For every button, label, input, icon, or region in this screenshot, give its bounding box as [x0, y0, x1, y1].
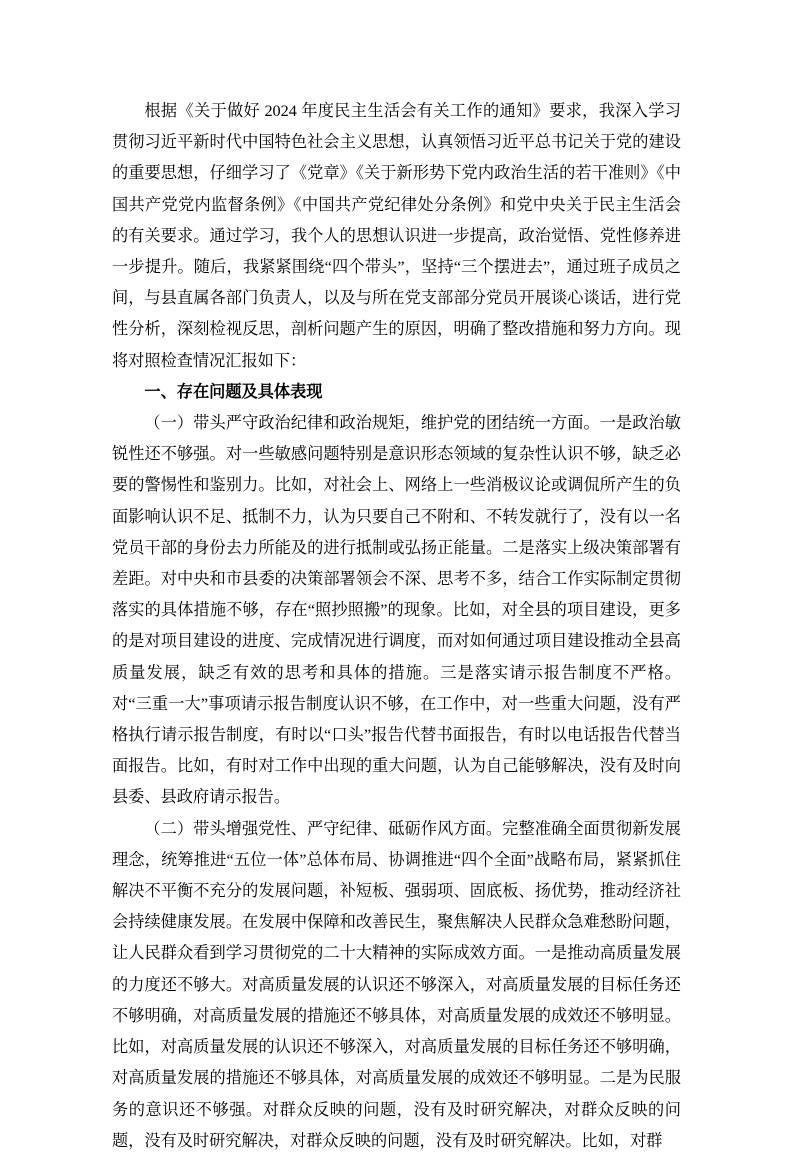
paragraph-item-two: （二）带头增强党性、严守纪律、砥砺作风方面。完整准确全面贯彻新发展理念，统筹推进“五位一体”总体布局、协调推进“四个全面”战略布局，紧紧抓住解决不平衡不充分的发展问题，补短板、强弱项、固底板、扬优势，推动经济社会持续健康发展。在发展中保障和改善民生，聚焦解决人民群众急难愁盼问题，让人民群众看到学习贯彻党的二十大精神的实际成效方面。一是推动高质量发展的力度还不够大。对高质量发展的认识还不够深入，对高质量发展的目标任务还不够明确，对高质量发展的措施还不够具体，对高质量发展的成效还不够明显。比如，对高质量发展的认识还不够深入，对高质量发展的目标任务还不够明确，对高质量发展的措施还不够具体，对高质量发展的成效还不够明显。二是为民服务的意识还不够强。对群众反映的问题，没有及时研究解决，对群众反映的问题，没有及时研究解决，对群众反映的问题，没有及时研究解决。比如，对群	[112, 819, 681, 1150]
document-body	[112, 96, 681, 1157]
paragraph-intro: 根据《关于做好 2024 年度民主生活会有关工作的通知》要求，我深入学习贯彻习近平新时代中国特色社会主义思想，认真领悟习近平总书记关于党的建设的重要思想，仔细学习了《党章》《关于新形势下党内政治生活的若干准则》《中国共产党党内监督条例》《中国共产党纪律处分条例》和党中央关于民主生活会的有关要求。通过学习，我个人的思想认识进一步提高，政治觉悟、党性修养进一步提升。随后，我紧紧围绕“四个带头”，坚持“三个摆进去”，通过班子成员之间，与县直属各部门负责人，以及与所在党支部部分党员开展谈心谈话，进行党性分析，深刻检视反思，剖析问题产生的原因，明确了整改措施和努力方向。现将对照检查情况汇报如下：	[112, 102, 681, 370]
section-heading-one: 一、存在问题及具体表现	[144, 382, 323, 401]
paragraph-item-one: （一）带头严守政治纪律和政治规矩，维护党的团结统一方面。一是政治敏锐性还不够强。对一些敏感问题特别是意识形态领域的复杂性认识不够，缺乏必要的警惕性和鉴别力。比如，对社会上、网络上一些消极议论或调侃所产生的负面影响认识不足、抵制不力，认为只要自己不附和、不转发就行了，没有以一名党员干部的身份去力所能及的进行抵制或弘扬正能量。二是落实上级决策部署有差距。对中央和市县委的决策部署领会不深、思考不多，结合工作实际制定贯彻落实的具体措施不够，存在“照抄照搬”的现象。比如，对全县的项目建设，更多的是对项目建设的进度、完成情况进行调度，而对如何通过项目建设推动全县高质量发展，缺乏有效的思考和具体的措施。三是落实请示报告制度不严格。对“三重一大”事项请示报告制度认识不够，在工作中，对一些重大问题，没有严格执行请示报告制度，有时以“口头”报告代替书面报告，有时以电话报告代替当面报告。比如，有时对工作中出现的重大问题，认为自己能够解决，没有及时向县委、县政府请示报告。	[112, 414, 681, 807]
